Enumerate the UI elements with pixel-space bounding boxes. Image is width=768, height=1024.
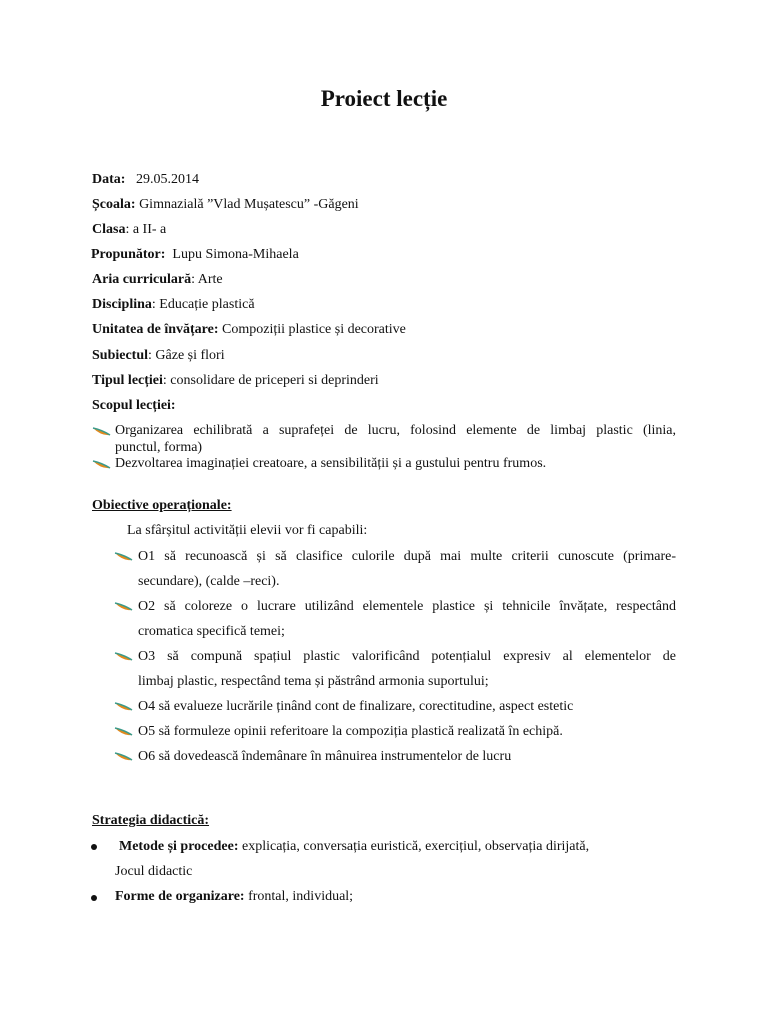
objective-o3-line-2: limbaj plastic, respectând tema și păstrând armonia suportului; <box>138 674 489 689</box>
leaf-bullet-icon <box>114 726 134 737</box>
document-title: Proiect lecție <box>320 86 448 111</box>
field-value: : Gâze și flori <box>148 348 225 363</box>
leaf-bullet-icon <box>114 701 134 712</box>
field-unitatea <box>92 322 406 338</box>
scop-item-2: Dezvoltarea imaginației creatoare, a sensibilității și a gustului pentru frumos. <box>115 456 547 471</box>
field-scoala <box>92 197 359 213</box>
objective-o5: O5 să formuleze opinii referitoare la compoziția plastică realizată în echipă. <box>138 724 563 739</box>
field-value: Lupu Simona-Mihaela <box>172 247 299 262</box>
field-label: Unitatea de învățare: <box>92 322 219 337</box>
strategia-heading: Strategia didactică: <box>92 813 210 828</box>
forme-value: frontal, individual; <box>248 889 354 904</box>
field-value: Gimnazială ”Vlad Mușatescu” -Găgeni <box>139 197 359 212</box>
objective-o4: O4 să evalueze lucrările ținând cont de finalizare, corectitudine, aspect estetic <box>138 699 574 714</box>
objective-o6: O6 să dovedească îndemânare în mânuirea instrumentelor de lucru <box>138 749 512 764</box>
field-disciplina <box>92 297 255 313</box>
field-label: Aria curriculară <box>92 272 192 287</box>
scop-item-1-line-1: Organizarea echilibrată a suprafeței de lucru, folosind elemente de limbaj plastic (linia, <box>115 423 676 438</box>
field-value: : consolidare de priceperi si deprinderi <box>162 373 379 388</box>
objective-o1-line-1: O1 să recunoască și să clasifice culorile după mai multe criterii cunoscute (primare- <box>138 549 676 564</box>
field-tipul-lectiei <box>92 373 379 389</box>
field-propunator <box>91 247 299 263</box>
strategia-metode <box>119 839 589 855</box>
scop-item-1-line-2: punctul, forma) <box>115 440 203 455</box>
metode-continuation: Jocul didactic <box>115 864 193 879</box>
disc-bullet-icon <box>91 895 97 901</box>
disc-bullet-icon <box>91 844 97 850</box>
field-value: : Arte <box>191 272 223 287</box>
field-value: Compoziții plastice și decorative <box>222 322 406 337</box>
field-clasa <box>92 222 166 238</box>
field-aria-curriculara <box>92 272 223 288</box>
field-value: : a II- a <box>125 222 167 237</box>
objective-o2-line-1: O2 să coloreze o lucrare utilizând elementele plastice și tehnicile învățate, respectând <box>138 599 676 614</box>
metode-label: Metode și procedee: <box>119 839 239 854</box>
obiective-intro: La sfârșitul activității elevii vor fi capabili: <box>127 523 368 538</box>
leaf-bullet-icon <box>114 751 134 762</box>
field-label: Propunător: <box>91 247 166 262</box>
field-label: Tipul lecției <box>92 373 163 388</box>
leaf-bullet-icon <box>92 459 112 470</box>
field-label: Disciplina <box>92 297 152 312</box>
field-value: 29.05.2014 <box>135 172 199 187</box>
forme-label: Forme de organizare: <box>115 889 245 904</box>
objective-o2-line-2: cromatica specifică temei; <box>138 624 285 639</box>
objective-o1-line-2: secundare), (calde –reci). <box>138 574 280 589</box>
field-data <box>92 172 199 188</box>
field-label: Școala: <box>92 197 136 212</box>
metode-value: explicația, conversația euristică, exercițiul, observația dirijată, <box>241 839 590 854</box>
section-heading: Scopul lecției: <box>92 398 176 413</box>
field-value: : Educație plastică <box>151 297 255 312</box>
objective-o3-line-1: O3 să compună spațiul plastic valorificând potențialul expresiv al elementelor de <box>138 649 676 664</box>
leaf-bullet-icon <box>114 651 134 662</box>
leaf-bullet-icon <box>92 426 112 437</box>
leaf-bullet-icon <box>114 601 134 612</box>
field-label: Data: <box>92 172 126 187</box>
field-label: Subiectul <box>92 348 149 363</box>
obiective-heading: Obiective operaționale: <box>92 498 232 513</box>
scop-heading <box>92 398 176 414</box>
leaf-bullet-icon <box>114 551 134 562</box>
field-subiectul <box>92 348 225 364</box>
field-label: Clasa <box>92 222 126 237</box>
strategia-forme <box>115 889 353 905</box>
